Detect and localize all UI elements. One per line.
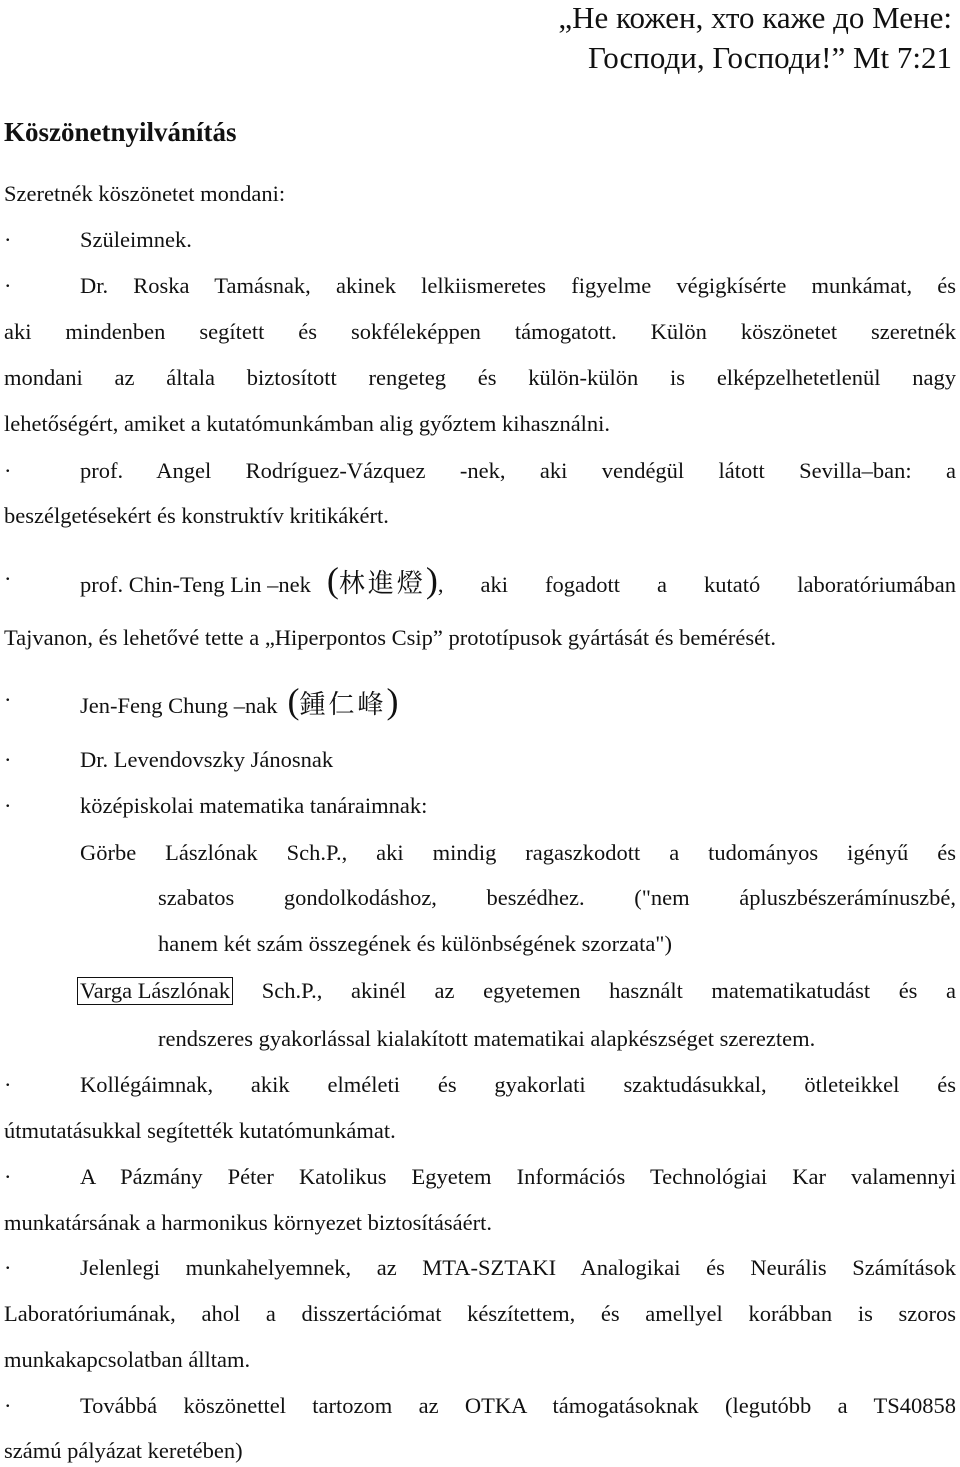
- item-lin-prefix: prof. Chin-Teng Lin –nek: [80, 572, 311, 597]
- item-sztaki-line-1: Jelenlegi munkahelyemnek, az MTA-SZTAKI Analogikai és Neurális Számítások: [80, 1255, 956, 1280]
- chinese-name-chung: 鍾仁峰: [299, 690, 387, 720]
- item-sztaki-line-2: Laboratóriumának, ahol a disszertációmat készítettem, és amellyel korábban is szoros: [4, 1301, 956, 1326]
- bullet: ·: [4, 273, 12, 298]
- bullet: ·: [4, 227, 12, 252]
- varga-name-boxed: Varga Lászlónak: [77, 977, 233, 1005]
- item-ppke-line-1: A Pázmány Péter Katolikus Egyetem Információs Technológiai Kar valamennyi: [80, 1164, 956, 1189]
- bullet: ·: [4, 1164, 12, 1189]
- item-lin-line-1: [80, 559, 956, 601]
- item-roska-line-1: Dr. Roska Tamásnak, akinek lelkiismeretes figyelme végigkísérte munkámat, és: [80, 273, 956, 298]
- item-varga-line-2: rendszeres gyakorlással kialakított matematikai alapkészséget szereztem.: [158, 1026, 816, 1051]
- item-otka-line-2: számú pályázat keretében): [4, 1438, 243, 1463]
- item-lin-line-2: Tajvanon, és lehetővé tette a „Hiperpontos Csip” prototípusok gyártását és bemérését.: [4, 625, 776, 650]
- bullet: ·: [4, 1072, 12, 1097]
- item-teachers: középiskolai matematika tanáraimnak:: [80, 793, 428, 818]
- item-ppke-line-2: munkatársának a harmonikus környezet biztosításáért.: [4, 1210, 492, 1235]
- item-otka-line-1: Továbbá köszönettel tartozom az OTKA támogatásoknak (legutóbb a TS40858: [80, 1393, 956, 1418]
- bullet: ·: [4, 747, 12, 772]
- item-varga-suffix: Sch.P., akinél az egyetemen használt matematikatudást és a: [233, 978, 956, 1003]
- intro-text: Szeretnék köszönetet mondani:: [4, 181, 286, 206]
- chinese-name-lin: 林進燈: [338, 569, 426, 599]
- page-title: Köszönetnyilvánítás: [4, 117, 237, 147]
- item-parents: Szüleimnek.: [80, 227, 192, 252]
- item-levendovszky: Dr. Levendovszky Jánosnak: [80, 747, 334, 772]
- item-gorbe-line-2: szabatos gondolkodáshoz, beszédhez. ("nem ápluszbészerámínuszbé,: [158, 885, 956, 910]
- bullet: ·: [4, 793, 12, 818]
- item-lin-suffix: , aki fogadott a kutató laboratóriumában: [437, 572, 956, 597]
- bullet: ·: [4, 458, 12, 483]
- paren-close: ): [386, 681, 399, 721]
- bullet: ·: [4, 687, 12, 712]
- paren-open: (: [326, 560, 339, 600]
- item-roska-line-2: aki mindenben segített és sokféleképpen támogatott. Külön köszönetet szeretnék: [4, 319, 956, 344]
- item-roska-line-4: lehetőségért, amiket a kutatómunkámban alig győztem kihasználni.: [4, 411, 611, 436]
- item-colleagues-line-2: útmutatásukkal segítették kutatómunkámat.: [4, 1118, 396, 1143]
- item-chung-prefix: Jen-Feng Chung –nak: [80, 693, 278, 718]
- item-angel-line-2: beszélgetésekért és konstruktív kritikákért.: [4, 503, 389, 528]
- item-colleagues-line-1: Kollégáimnak, akik elméleti és gyakorlati szaktudásukkal, ötleteikkel és: [80, 1072, 956, 1097]
- item-chung: [80, 680, 399, 722]
- item-sztaki-line-3: munkakapcsolatban álltam.: [4, 1347, 251, 1372]
- paren-open: (: [287, 681, 300, 721]
- epigraph-line-1: „Не кожен, хто каже до Мене:: [558, 0, 952, 35]
- item-roska-line-3: mondani az általa biztosított rengeteg és külön-külön is elképzelhetetlenül nagy: [4, 365, 956, 390]
- item-varga-line-1: [80, 977, 956, 1005]
- paren-close: ): [425, 560, 438, 600]
- bullet: ·: [4, 1393, 12, 1418]
- bullet: ·: [4, 1255, 12, 1280]
- item-angel-line-1: prof. Angel Rodríguez-Vázquez -nek, aki vendégül látott Sevilla–ban: a: [80, 458, 956, 483]
- item-gorbe-line-1: Görbe Lászlónak Sch.P., aki mindig ragaszkodott a tudományos igényű és: [80, 840, 956, 865]
- item-gorbe-line-3: hanem két szám összegének és különbségének szorzata"): [158, 931, 672, 956]
- bullet: ·: [4, 566, 12, 591]
- epigraph-line-2: Господи, Господи!” Mt 7:21: [588, 40, 952, 75]
